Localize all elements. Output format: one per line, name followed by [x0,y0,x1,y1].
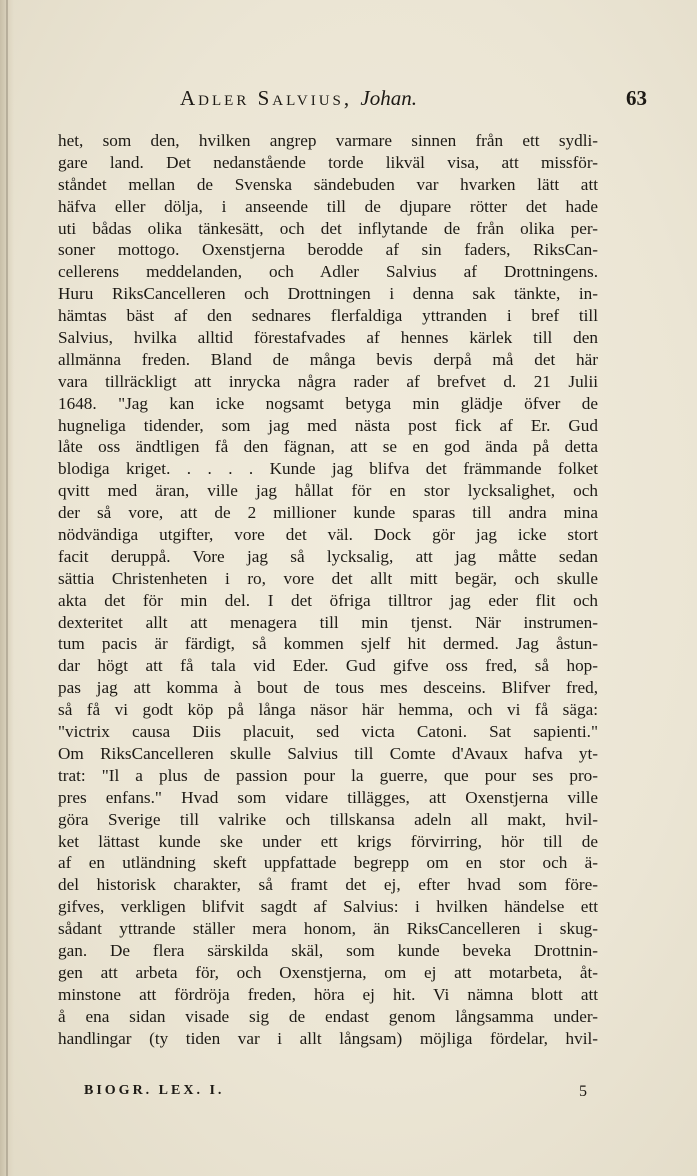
page-header [96,82,647,116]
text-line: gare land. Det nedanstående torde likväl visa, att missför- [58,152,598,172]
running-title-given-name: Johan. [360,86,417,110]
text-line: hugneliga tidender, som jag med nästa post fick af Er. Gud [58,415,598,435]
text-line: cellerens meddelanden, och Adler Salvius af Drottningens. [58,262,598,282]
page-footer [84,1083,587,1107]
text-line: uti bådas olika tänkesätt, och det inflytande de från olika per- [58,218,598,238]
running-title [180,86,417,111]
text-line: Salvius, hvilka alltid förestafvades af hennes kärlek till den [58,328,598,348]
text-line: gifves, verkligen blifvit sagdt af Salvius: i hvilken händelse ett [58,897,598,917]
text-line: akta det för min del. I det öfriga tilltror jag eder flit och [58,590,598,610]
text-line: facit deruppå. Vore jag så lycksalig, att jag måtte sedan [58,546,598,566]
text-line: "victrix causa Diis placuit, sed victa Catoni. Sat sapienti." [58,722,598,742]
text-line: dar högt att få tala vid Eder. Gud gifve oss fred, så hop- [58,656,598,676]
text-line: göra Sverige till valrike och tillskansa adeln all makt, hvil- [58,809,598,829]
text-line: del historisk charakter, så framt det ej, efter hvad som före- [58,875,598,895]
text-line: handlingar (ty tiden var i allt långsam) möjliga fördelar, hvil- [58,1028,598,1048]
text-line: der så vore, att de 2 millioner kunde sparas till andra mina [58,503,598,523]
text-line: Huru RiksCancelleren och Drottningen i denna sak tänkte, in- [58,284,598,304]
text-line: å ena sidan visade sig de endast genom långsamma under- [58,1006,598,1026]
text-line: soner mottogo. Oxenstjerna berodde af sin faders, RiksCan- [58,240,598,260]
text-line: blodiga kriget. . . . . Kunde jag blifva det främmande folket [58,459,598,479]
text-line: låte oss ändtligen få den fägnan, att se en god ända på detta [58,437,598,457]
body-text [58,130,598,1049]
spine-edge [6,0,8,1176]
sheet-number: 5 [579,1083,587,1100]
text-line: 1648. "Jag kan icke nogsamt betyga min glädje öfver de [58,393,598,413]
page-number: 63 [626,86,647,110]
text-line: trat: "Il a plus de passion pour la guerre, que pour ses pro- [58,765,598,785]
text-line: så få vi godt köp på långa näsor här hemma, och vi få säga: [58,700,598,720]
text-line: ket lättast kunde ske under ett krigs förvirring, hör till de [58,831,598,851]
text-line: qvitt med äran, ville jag hållat för en stor lycksalighet, och [58,481,598,501]
text-line: allmänna freden. Bland de många bevis derpå må det här [58,349,598,369]
text-line: ståndet mellan de Svenska sändebuden var hvarken lätt att [58,174,598,194]
text-line: af en utländning skeft uppfattade begrepp om en stor och ä- [58,853,598,873]
text-line: tum pacis är färdigt, så kommen sjelf hit dermed. Jag åstun- [58,634,598,654]
text-line: hämtas bäst af den sednares flerfaldiga yttranden i bref till [58,306,598,326]
text-line: gen att arbeta för, och Oxenstjerna, om ej att motarbeta, åt- [58,962,598,982]
text-line: gan. De flera särskilda skäl, som kunde beveka Drottnin- [58,940,598,960]
text-line: häfva eller dölja, i anseende till de djupare rötter det hade [58,196,598,216]
text-line: vara tillräckligt att inrycka några rader af brefvet d. 21 Julii [58,371,598,391]
text-line: pres enfans." Hvad som vidare tillägges, att Oxenstjerna ville [58,787,598,807]
text-line: dexteritet allt att menagera till min tjenst. När instrumen- [58,612,598,632]
printer-signature: BIOGR. LEX. I. [84,1083,225,1098]
running-title-name: Adler Salvius, [180,86,353,110]
text-line: nödvändiga utgifter, vore det väl. Dock gör jag icke stort [58,525,598,545]
text-line: pas jag att komma à bout de tous mes desceins. Blifver fred, [58,678,598,698]
text-line: sättia Christenheten i ro, vore det allt mitt begär, och skulle [58,568,598,588]
text-line: minstone att fördröja freden, höra ej hit. Vi nämna blott att [58,984,598,1004]
text-line: het, som den, hvilken angrep varmare sinnen från ett sydli- [58,131,598,150]
text-line: Om RiksCancelleren skulle Salvius till Comte d'Avaux hafva yt- [58,743,598,763]
text-line: sådant yttrande ställer mera honom, än RiksCancelleren i skug- [58,919,598,939]
